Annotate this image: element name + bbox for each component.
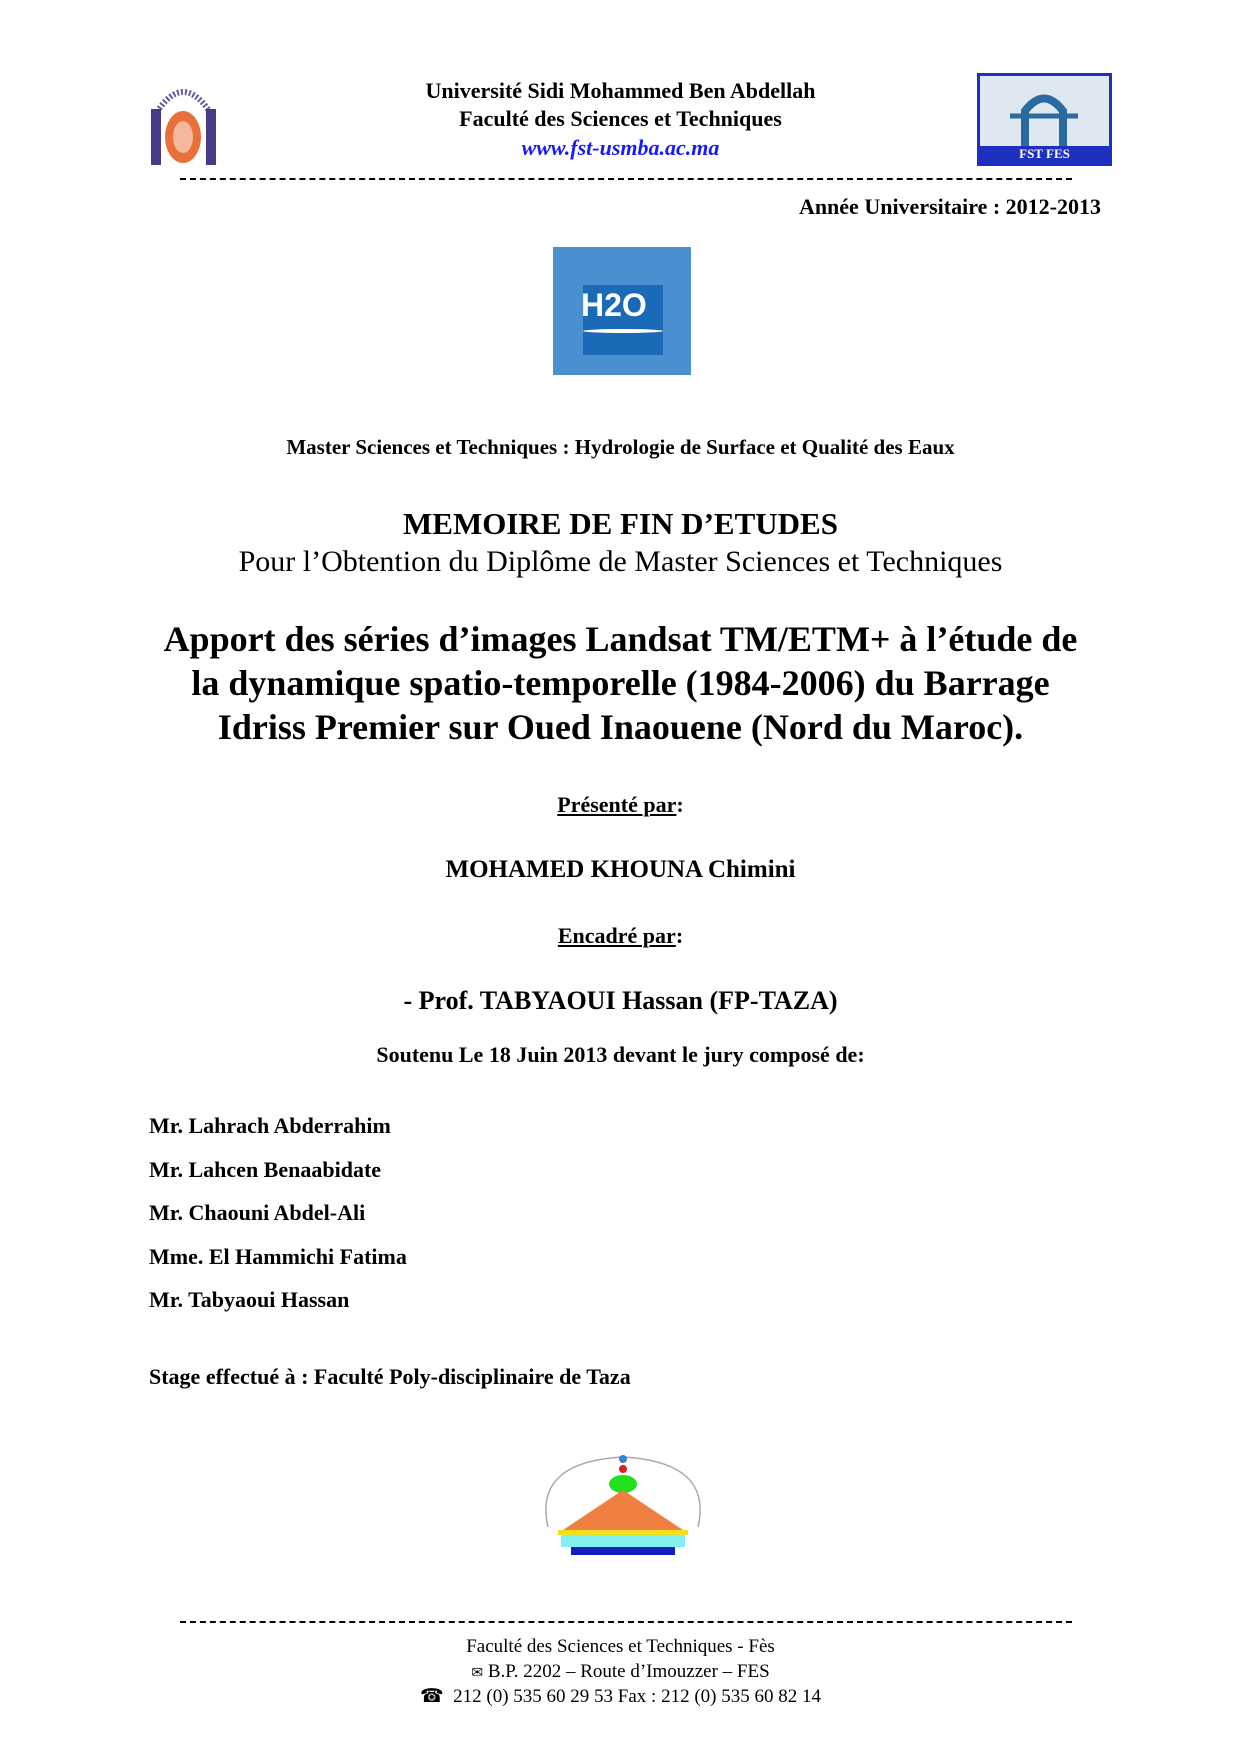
jury-member: Mr. Lahrach Abderrahim: [149, 1113, 391, 1138]
internship-location: Stage effectué à : Faculté Poly-disciplinaire de Taza: [149, 1364, 631, 1389]
footer-faculty: Faculté des Sciences et Techniques - Fès: [466, 1636, 775, 1657]
fp-taza-logo: [513, 1452, 733, 1558]
footer-address: ✉ B.P. 2202 – Route d’Imouzzer – FES: [471, 1661, 770, 1682]
master-program: Master Sciences et Techniques : Hydrologie de Surface et Qualité des Eaux: [286, 435, 955, 459]
thesis-title-line2: la dynamique spatio-temporelle (1984-2006) du Barrage: [191, 663, 1050, 703]
footer-phone: ☎ 212 (0) 535 60 29 53 Fax : 212 (0) 535 60 82 14: [419, 1686, 821, 1707]
jury-member: Mr. Chaouni Abdel-Ali: [149, 1200, 366, 1225]
presenter-name: MOHAMED KHOUNA Chimini: [445, 856, 796, 883]
memoire-subheading: Pour l’Obtention du Diplôme de Master Sciences et Techniques: [238, 545, 1003, 578]
thesis-title-line1: Apport des séries d’images Landsat TM/ETM+ à l’étude de: [163, 619, 1078, 659]
thesis-title-line3: Idriss Premier sur Oued Inaouene (Nord du Maroc).: [217, 707, 1024, 747]
university-name: Université Sidi Mohammed Ben Abdellah: [425, 78, 816, 103]
faculty-name: Faculté des Sciences et Techniques: [459, 106, 782, 131]
h2o-logo: [553, 247, 691, 375]
h2o-logo-text: H2O: [581, 287, 647, 323]
supervised-by-label: Encadré par:: [557, 923, 684, 948]
footer-divider: [180, 1621, 1072, 1623]
header-divider: [180, 178, 1072, 180]
fst-fes-logo: [977, 73, 1112, 166]
website-link[interactable]: www.fst-usmba.ac.ma: [521, 135, 720, 160]
academic-year: Année Universitaire : 2012-2013: [798, 194, 1101, 219]
phone-icon: ☎: [419, 1686, 444, 1707]
jury-member: Mr. Lahcen Benaabidate: [149, 1157, 382, 1182]
jury-member: Mme. El Hammichi Fatima: [149, 1244, 407, 1269]
fst-fes-logo-text: FST FES: [1019, 146, 1070, 161]
memoire-heading: MEMOIRE DE FIN D’ETUDES: [403, 506, 838, 541]
jury-member: Mr. Tabyaoui Hassan: [149, 1287, 350, 1312]
presented-by-label: Présenté par:: [557, 792, 684, 817]
defense-statement: Soutenu Le 18 Juin 2013 devant le jury composé de:: [376, 1042, 865, 1067]
supervisor-name: - Prof. TABYAOUI Hassan (FP-TAZA): [403, 986, 838, 1015]
mail-icon: ✉: [471, 1666, 484, 1681]
